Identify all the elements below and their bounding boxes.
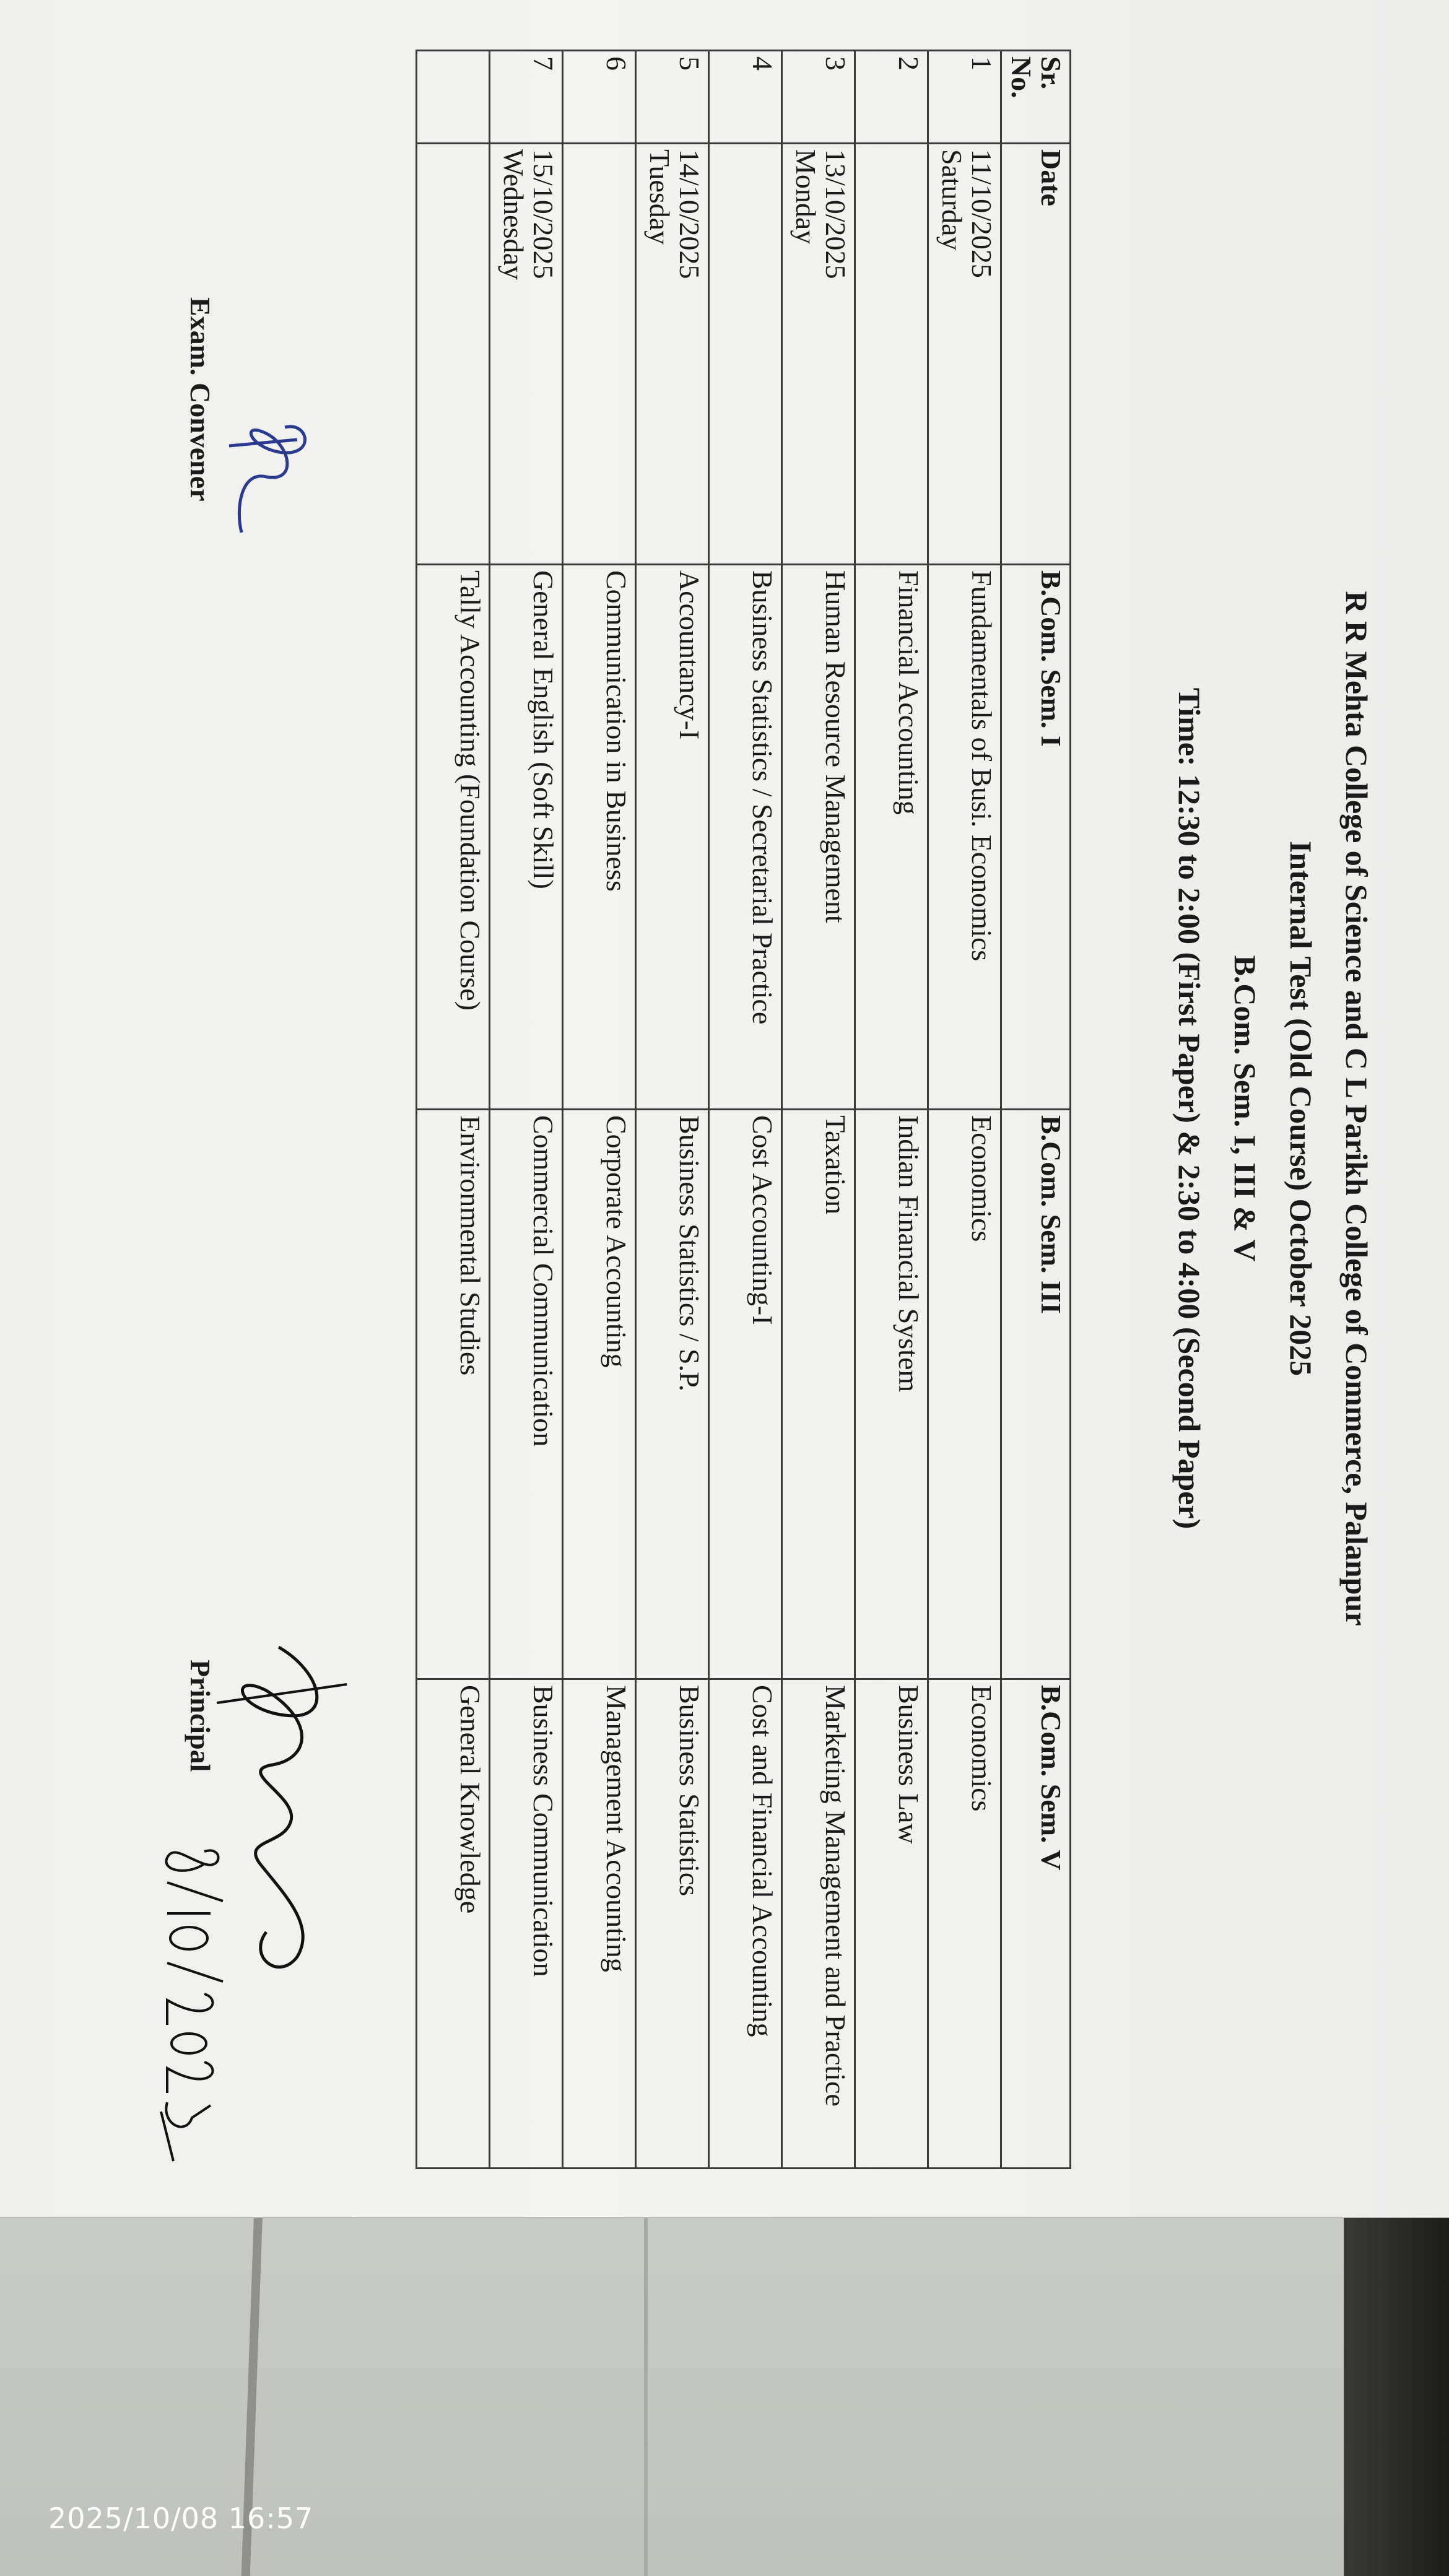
sr-text: 7 [528, 56, 560, 71]
sem5-text: Cost and Financial Accounting [747, 1685, 779, 2037]
sem5-cell [636, 1679, 709, 2169]
date-text: 13/10/2025 [820, 149, 852, 279]
table-row [709, 51, 782, 2169]
sr-text: 2 [893, 56, 925, 71]
date-text: Saturday [936, 149, 968, 251]
sr-cell [782, 51, 855, 144]
date-text: Monday [790, 149, 822, 245]
header-date: Date [1001, 144, 1071, 565]
sem5-cell [855, 1679, 928, 2169]
handwritten-date [155, 1845, 229, 2167]
date-cell [782, 144, 855, 565]
sr-text: 5 [674, 56, 706, 71]
sem1-text: General English (Soft Skill) [528, 570, 560, 889]
sem3-cell [563, 1110, 636, 1679]
date-cell [490, 144, 563, 565]
sem3-text: Indian Financial System [893, 1115, 925, 1393]
sr-cell [928, 51, 1001, 144]
camera-timestamp: 2025/10/08 16:57 [48, 2502, 314, 2535]
sr-cell [563, 51, 636, 144]
sem5-text: Business Communication [528, 1685, 560, 1977]
sem5-text: Marketing Management and Practice [820, 1685, 852, 2107]
sr-text: 3 [820, 56, 852, 71]
timetable-wrapper [416, 50, 1071, 2167]
sem5-text: Business Law [893, 1685, 925, 1844]
college-title: R R Mehta College of Science and C L Parikh College of Commerce, Palanpur [1339, 591, 1374, 1626]
table-header-row [1001, 51, 1071, 2169]
date-cell [709, 144, 782, 565]
date-text: Wednesday [498, 149, 530, 280]
sem3-cell [928, 1110, 1001, 1679]
table-row [490, 51, 563, 2169]
sem1-text: Financial Accounting [893, 570, 925, 815]
dark-corner [1344, 2180, 1449, 2576]
sem1-cell [636, 565, 709, 1110]
sem5-text: Management Accounting [601, 1685, 633, 1972]
sem1-cell [417, 565, 490, 1110]
table-row [782, 51, 855, 2169]
header-sem5: B.Com. Sem. V [1001, 1679, 1071, 2169]
convener-signature [211, 409, 334, 551]
sem3-text: Cost Accounting-I [747, 1115, 779, 1325]
sem5-text: Business Statistics [674, 1685, 706, 1897]
sem1-text: Human Resource Management [820, 570, 852, 923]
table-row [855, 51, 928, 2169]
sem1-text: Fundamentals of Busi. Economics [966, 570, 998, 962]
sem5-cell [417, 1679, 490, 2169]
date-cell [636, 144, 709, 565]
table-row [563, 51, 636, 2169]
time-title: Time: 12:30 to 2:00 (First Paper) & 2:30 to 4:00 (Second Paper) [1172, 687, 1207, 1530]
date-text: 15/10/2025 [528, 149, 560, 279]
rotated-document [0, 25, 1424, 2192]
semester-title: B.Com. Sem. I, III & V [1228, 955, 1263, 1262]
header-sr-no: Sr. No. [1001, 51, 1071, 144]
sem1-cell [563, 565, 636, 1110]
sem3-cell [855, 1110, 928, 1679]
sem1-cell [928, 565, 1001, 1110]
test-title: Internal Test (Old Course) October 2025 [1284, 840, 1318, 1377]
sem3-text: Commercial Communication [528, 1115, 560, 1447]
date-cell [855, 144, 928, 565]
table-row [636, 51, 709, 2169]
timetable [416, 50, 1071, 2169]
sr-cell [636, 51, 709, 144]
sem1-text: Tally Accounting (Foundation Course) [455, 570, 487, 1011]
sem3-cell [709, 1110, 782, 1679]
sem3-cell [490, 1110, 563, 1679]
sem5-cell [782, 1679, 855, 2169]
sem3-text: Economics [966, 1115, 998, 1242]
sem5-cell [928, 1679, 1001, 2169]
sem1-cell [782, 565, 855, 1110]
sem1-text: Business Statistics / Secretarial Practice [747, 570, 779, 1025]
sem1-cell [490, 565, 563, 1110]
date-cell [417, 144, 490, 565]
sr-text: 4 [747, 56, 779, 71]
principal-label: Principal [185, 1660, 216, 1772]
sem5-cell [563, 1679, 636, 2169]
sem3-cell [636, 1110, 709, 1679]
sem3-text: Business Statistics / S.P. [674, 1115, 706, 1392]
sem5-cell [490, 1679, 563, 2169]
sr-cell [855, 51, 928, 144]
sr-text: 1 [966, 56, 998, 71]
tile-gap [644, 2211, 648, 2576]
sem1-text: Communication in Business [601, 570, 633, 892]
sem3-cell [782, 1110, 855, 1679]
table-row [417, 51, 490, 2169]
date-cell [928, 144, 1001, 565]
header-sem1: B.Com. Sem. I [1001, 565, 1071, 1110]
sem3-cell [417, 1110, 490, 1679]
date-cell [563, 144, 636, 565]
sem1-text: Accountancy-I [674, 570, 706, 740]
sr-cell [417, 51, 490, 144]
sr-cell [709, 51, 782, 144]
header-sem3: B.Com. Sem. III [1001, 1110, 1071, 1679]
date-text: 11/10/2025 [966, 149, 998, 278]
sr-cell [490, 51, 563, 144]
sem3-text: Environmental Studies [455, 1115, 487, 1376]
sr-text: 6 [601, 56, 633, 71]
sem3-text: Taxation [820, 1115, 852, 1215]
date-text: Tuesday [644, 149, 676, 245]
sem1-cell [709, 565, 782, 1110]
table-row [928, 51, 1001, 2169]
sem1-cell [855, 565, 928, 1110]
sem3-text: Corporate Accounting [601, 1115, 633, 1368]
sem5-text: Economics [966, 1685, 998, 1812]
sem5-text: General Knowledge [455, 1685, 487, 1914]
sem5-cell [709, 1679, 782, 2169]
exam-convener-label: Exam. Convener [185, 297, 216, 502]
date-text: 14/10/2025 [674, 149, 706, 279]
principal-signature [211, 1635, 372, 1982]
